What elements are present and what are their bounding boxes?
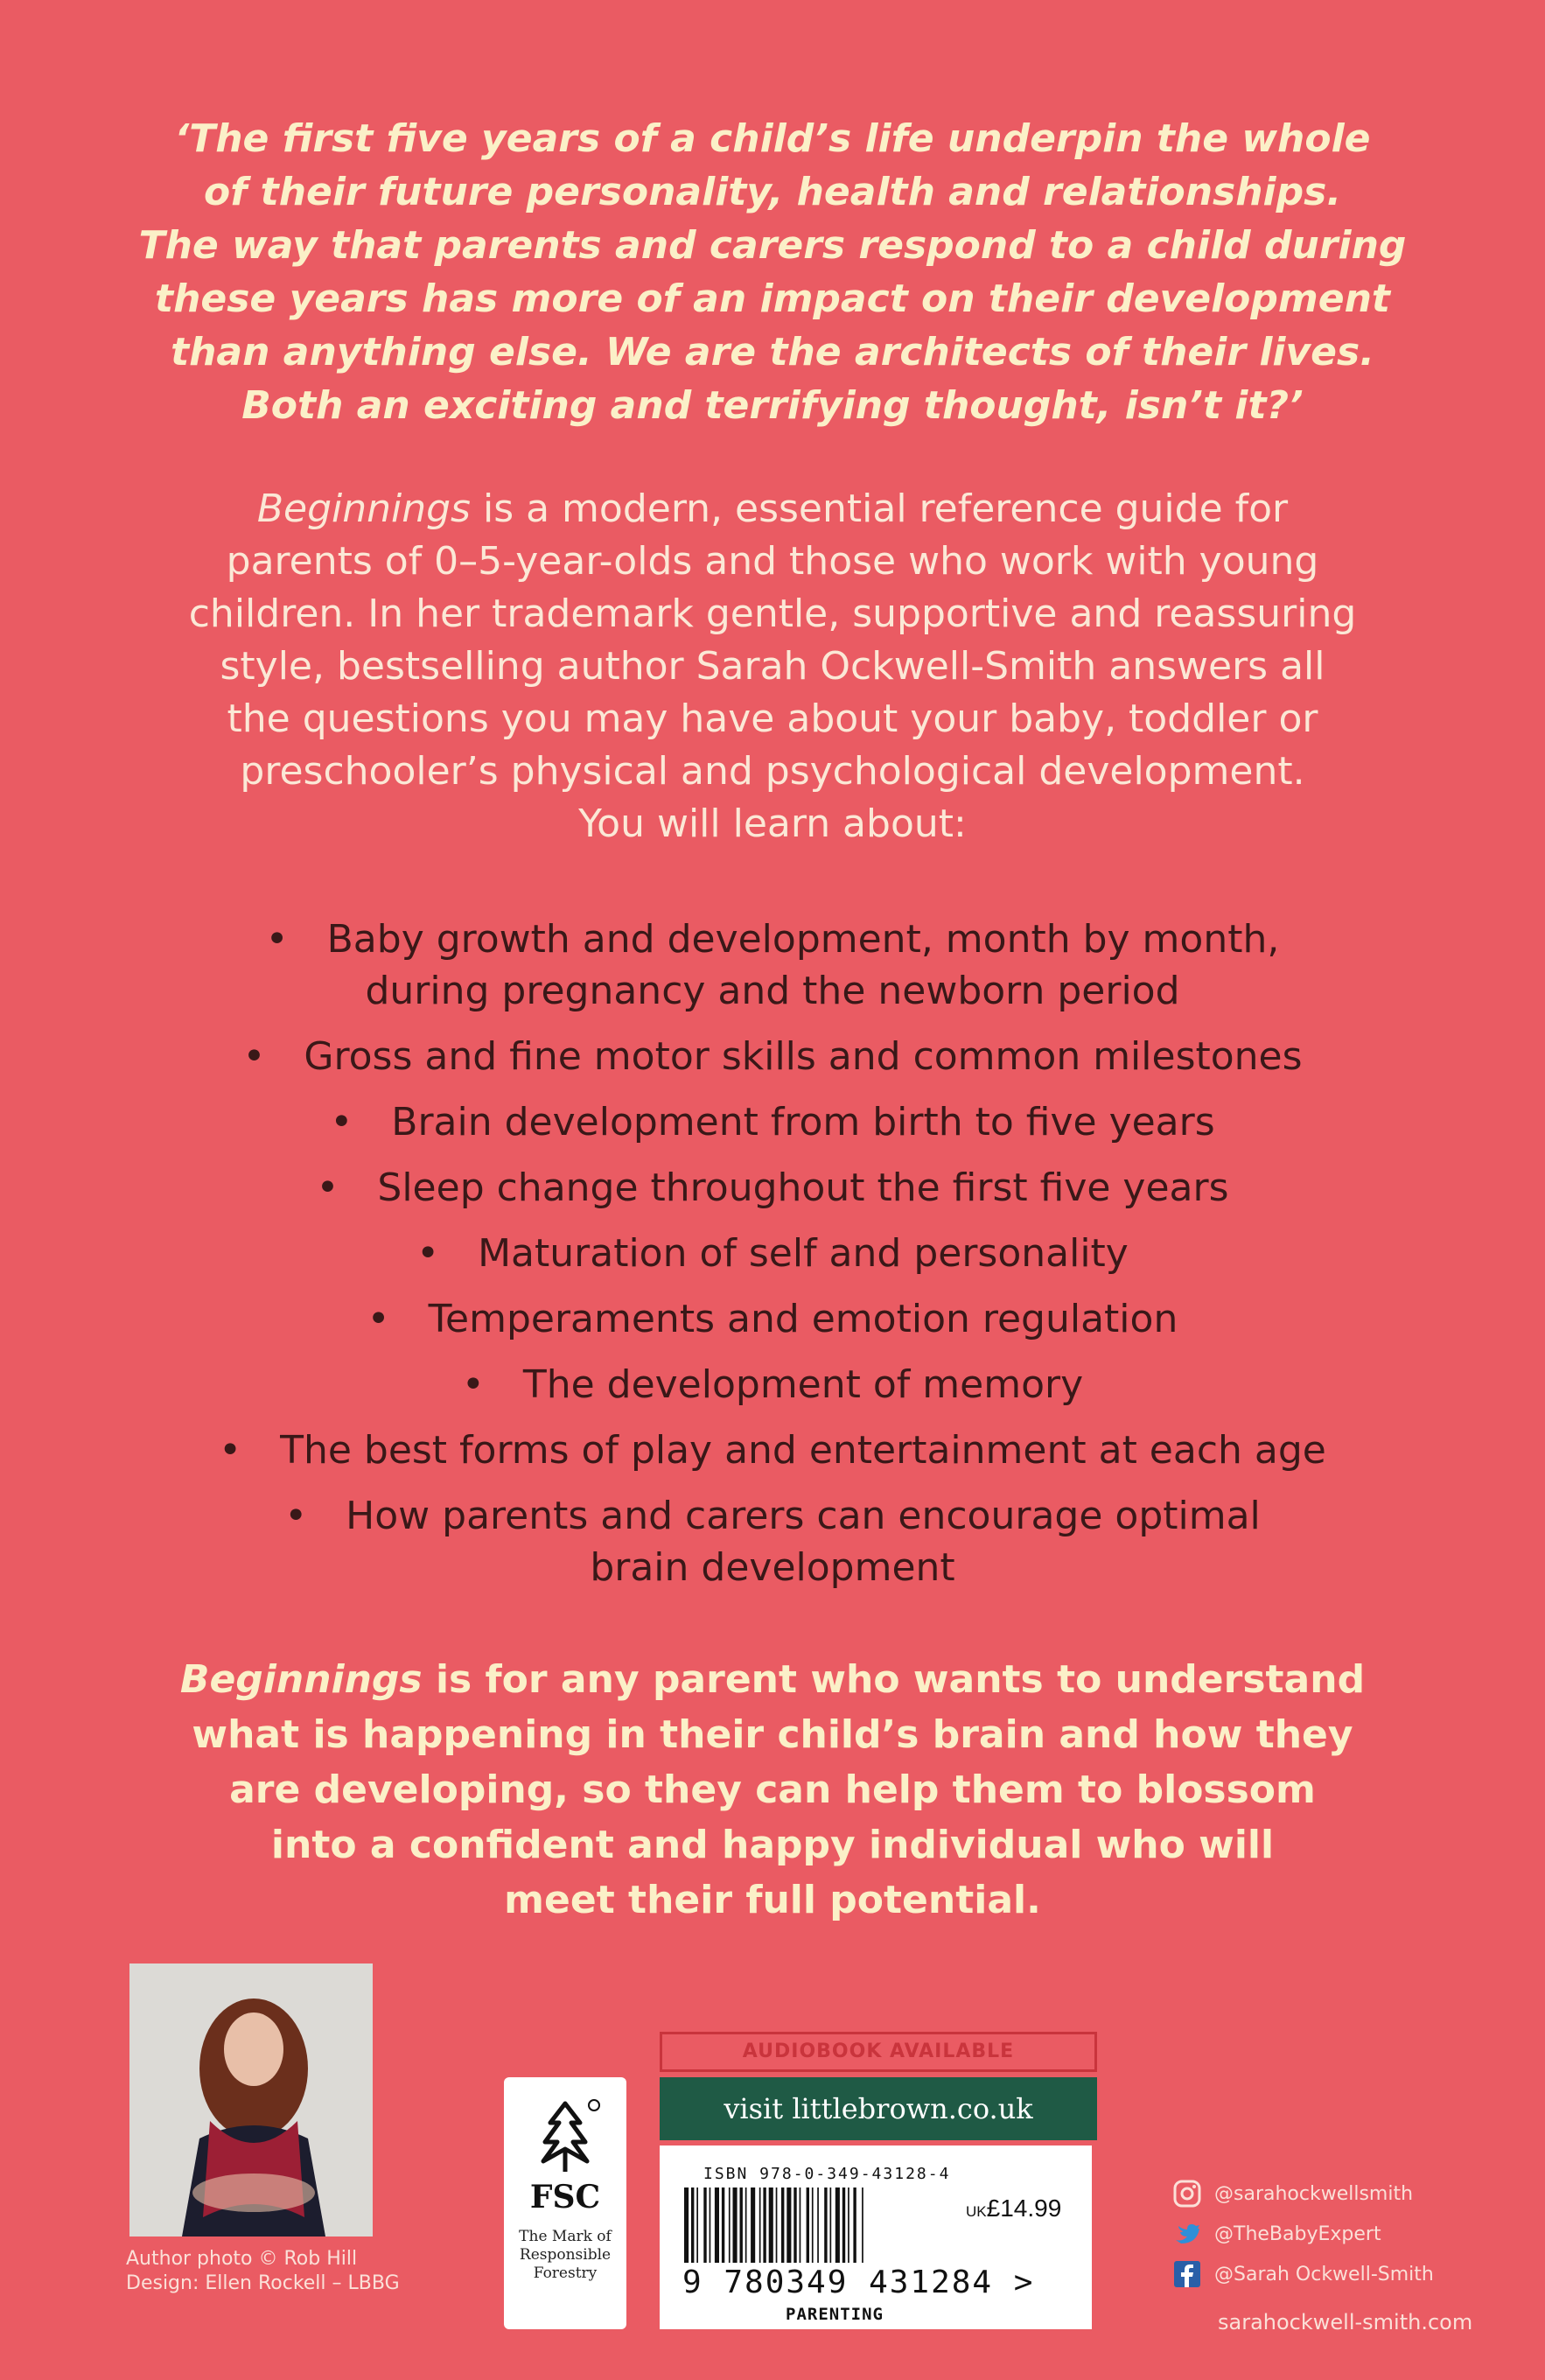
barcode-bar — [729, 2188, 731, 2263]
list-item-text: Gross and fine motor skills and common milestones — [304, 1034, 1303, 1079]
barcode-bar — [807, 2188, 809, 2263]
list-item-text: How parents and carers can encourage optimal — [346, 1494, 1261, 1538]
barcode-bar — [751, 2188, 755, 2263]
barcode-bar — [759, 2188, 761, 2263]
list-item-text: Temperaments and emotion regulation — [428, 1297, 1178, 1341]
barcode-bar — [763, 2188, 766, 2263]
barcode-bar — [786, 2188, 791, 2263]
quote-line: The way that parents and carers respond to a child during — [138, 223, 1407, 268]
list-item-text: Baby growth and development, month by month, — [326, 917, 1280, 962]
list-item — [140, 1293, 1405, 1345]
bullet-icon: • — [242, 1034, 266, 1079]
quote-block — [105, 112, 1440, 432]
barcode-bar — [776, 2188, 778, 2263]
price-prefix: UK — [966, 2203, 987, 2220]
fsc-name: FSC — [529, 2179, 601, 2216]
barcode-bar — [684, 2188, 689, 2263]
publisher-url-bar: visit littlebrown.co.uk — [660, 2077, 1097, 2140]
social-instagram[interactable] — [1172, 2174, 1472, 2214]
social-handle: @sarahockwellsmith — [1214, 2182, 1414, 2205]
bullet-icon: • — [284, 1494, 308, 1538]
bullet-icon: • — [416, 1231, 440, 1276]
closing-paragraph — [157, 1652, 1388, 1928]
list-item — [140, 1162, 1405, 1214]
quote-line: of their future personality, health and relationships. — [203, 170, 1342, 214]
list-item — [140, 1228, 1405, 1279]
intro-line: parents of 0–5-year-olds and those who work with young — [226, 539, 1319, 584]
bullet-icon: • — [330, 1100, 353, 1144]
list-item-text: The development of memory — [522, 1362, 1084, 1407]
list-item — [140, 1359, 1405, 1410]
closing-line — [157, 1652, 1388, 1707]
quote-line: than anything else. We are the architects of their lives. — [171, 330, 1374, 374]
bullet-icon: • — [219, 1428, 242, 1473]
intro-paragraph — [105, 483, 1440, 850]
audiobook-banner: AUDIOBOOK AVAILABLE — [660, 2032, 1097, 2072]
intro-line: the questions you may have about your baby, toddler or — [227, 696, 1318, 741]
list-item-text: brain development — [590, 1545, 955, 1590]
barcode-bar — [817, 2188, 819, 2263]
barcode-bar — [824, 2188, 827, 2263]
barcode-panel — [660, 2146, 1092, 2329]
author-portrait-illustration — [129, 1964, 373, 2236]
barcode-bar — [722, 2188, 724, 2263]
social-twitter[interactable] — [1172, 2214, 1472, 2254]
author-photo — [129, 1964, 373, 2236]
list-item — [140, 914, 1405, 1017]
intro-line — [105, 483, 1440, 536]
social-handle: @TheBabyExpert — [1214, 2222, 1381, 2245]
social-handle: @Sarah Ockwell-Smith — [1214, 2263, 1434, 2286]
closing-line: meet their full potential. — [504, 1878, 1041, 1922]
isbn-text: ISBN 978-0-349-43128-4 — [703, 2165, 951, 2183]
book-title: Beginnings — [256, 486, 471, 531]
barcode-bar — [745, 2188, 747, 2263]
bullet-icon: • — [367, 1297, 390, 1341]
barcode-bar — [740, 2188, 743, 2263]
bullet-icon: • — [461, 1362, 485, 1407]
closing-line: into a confident and happy individual who will — [270, 1823, 1275, 1867]
barcode-bar — [835, 2188, 840, 2263]
barcode-bar — [696, 2188, 698, 2263]
fsc-badge — [504, 2077, 626, 2329]
book-title: Beginnings — [179, 1657, 423, 1702]
barcode-bar — [691, 2188, 694, 2263]
barcode-bar — [715, 2188, 719, 2263]
price-value: £14.99 — [986, 2194, 1062, 2222]
design-credit: Design: Ellen Rockell – LBBG — [126, 2272, 400, 2294]
quote-line: these years has more of an impact on their development — [155, 276, 1390, 321]
list-item-text: Sleep change throughout the first five years — [377, 1166, 1229, 1210]
quote-line: ‘The first five years of a child’s life underpin the whole — [174, 116, 1371, 161]
list-item-text: during pregnancy and the newborn period — [365, 969, 1180, 1013]
list-item-text: Brain development from birth to five years — [391, 1100, 1215, 1144]
barcode-bar — [769, 2188, 773, 2263]
cover-credits — [126, 2247, 400, 2296]
social-links — [1172, 2174, 1472, 2334]
list-item — [140, 1031, 1405, 1082]
barcode-bar — [862, 2188, 863, 2263]
photo-credit: Author photo © Rob Hill — [126, 2248, 358, 2270]
barcode-bar — [853, 2188, 856, 2263]
facebook-icon — [1172, 2259, 1202, 2289]
list-item — [140, 1096, 1405, 1148]
barcode-digits: 9 780349 431284 > — [682, 2264, 1035, 2300]
fsc-tagline: The Mark of Responsible Forestry — [519, 2228, 612, 2282]
barcode-bar — [781, 2188, 784, 2263]
list-item — [140, 1424, 1405, 1476]
bullet-icon: • — [265, 917, 289, 962]
closing-line-text: is for any parent who wants to understand — [422, 1657, 1366, 1702]
barcode-bar — [800, 2188, 801, 2263]
list-item — [140, 1490, 1405, 1593]
intro-line: children. In her trademark gentle, supportive and reassuring — [188, 592, 1357, 636]
intro-line: preschooler’s physical and psychological development. — [240, 749, 1305, 794]
barcode-bar — [812, 2188, 814, 2263]
barcode-bar — [703, 2188, 706, 2263]
intro-line: style, bestselling author Sarah Ockwell-Smith answers all — [220, 644, 1325, 689]
barcode-bar — [733, 2188, 738, 2263]
genre-label: PARENTING — [786, 2305, 884, 2324]
barcode-graphic — [679, 2188, 941, 2266]
intro-line-text: is a modern, essential reference guide for — [470, 486, 1289, 531]
quote-line: Both an exciting and terrifying thought, isn’t it?’ — [241, 383, 1304, 428]
barcode-bar — [710, 2188, 711, 2263]
closing-line: what is happening in their child’s brain and how they — [192, 1712, 1353, 1757]
barcode-bar — [848, 2188, 849, 2263]
barcode-bar — [793, 2188, 796, 2263]
fsc-tree-icon — [526, 2096, 605, 2175]
social-facebook[interactable] — [1172, 2254, 1472, 2294]
bullet-icon: • — [316, 1166, 339, 1210]
list-item-text: Maturation of self and personality — [478, 1231, 1129, 1276]
twitter-icon — [1172, 2219, 1202, 2249]
topic-list — [140, 914, 1405, 1607]
list-item-text: The best forms of play and entertainment at each age — [280, 1428, 1326, 1473]
price-label — [966, 2194, 1061, 2222]
intro-line: You will learn about: — [578, 802, 967, 846]
author-website[interactable]: sarahockwell-smith.com — [1218, 2310, 1473, 2334]
closing-line: are developing, so they can help them to blossom — [229, 1768, 1316, 1812]
instagram-icon — [1172, 2179, 1202, 2208]
barcode-bar — [842, 2188, 845, 2263]
barcode-bar — [830, 2188, 832, 2263]
